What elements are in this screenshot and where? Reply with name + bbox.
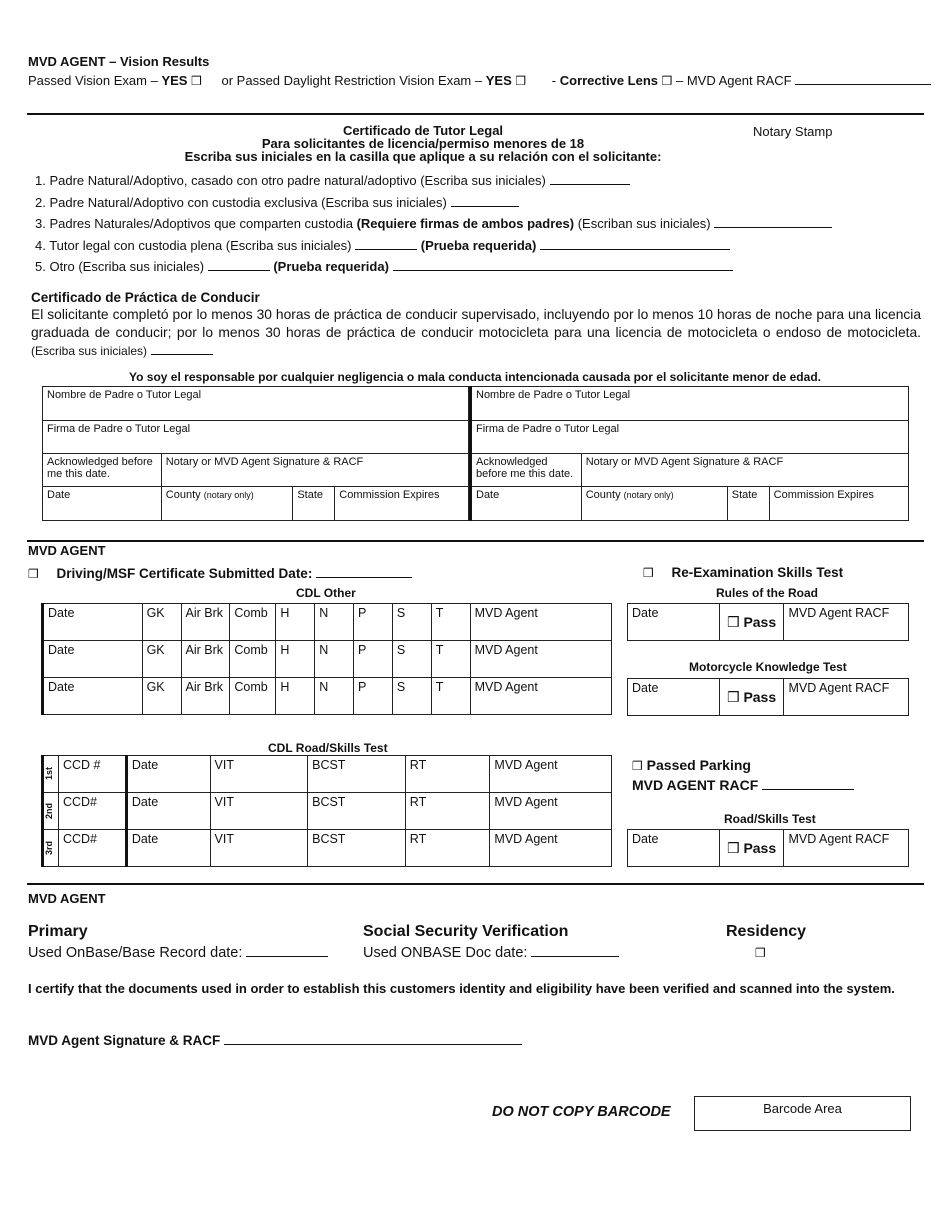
date-field[interactable] — [246, 944, 328, 957]
cdl-other-cell[interactable]: MVD Agent — [470, 641, 611, 678]
cdl-road-cell[interactable]: MVD Agent — [490, 793, 612, 830]
cdl-other-title: CDL Other — [296, 586, 356, 600]
cdl-other-cell[interactable]: Air Brk — [181, 678, 230, 715]
date-field[interactable] — [531, 944, 619, 957]
checkbox-icon[interactable]: ❒ — [632, 759, 643, 773]
cdl-other-cell[interactable]: P — [354, 678, 393, 715]
date-field[interactable]: Date — [628, 679, 720, 716]
cdl-other-cell[interactable]: Air Brk — [181, 641, 230, 678]
responsible-statement: Yo soy el responsable por cualquier negligencia o mala conducta intencionada causada por el solicitante menor de edad. — [129, 370, 821, 384]
test-row — [628, 604, 909, 641]
initials-field[interactable] — [151, 342, 213, 355]
cdl-road-cell[interactable]: VIT — [210, 830, 308, 867]
pass-label: Pass — [743, 839, 777, 856]
commission-field[interactable]: Commission Expires — [769, 487, 908, 521]
guardian-item-4: 4. Tutor legal con custodia plena (Escriba sus iniciales) (Prueba requerida) — [35, 237, 730, 253]
cdl-other-cell[interactable]: Comb — [230, 678, 276, 715]
checkbox-icon[interactable]: ❒ — [515, 74, 527, 88]
date-field[interactable] — [316, 565, 412, 578]
signature-table-right — [469, 386, 909, 521]
initials-field[interactable] — [550, 172, 630, 185]
cdl-road-cell[interactable]: RT — [405, 756, 490, 793]
cdl-other-row — [43, 604, 612, 641]
cdl-other-cell[interactable]: GK — [142, 678, 181, 715]
cdl-other-cell[interactable]: P — [354, 641, 393, 678]
cdl-road-title: CDL Road/Skills Test — [268, 741, 388, 755]
cdl-road-cell[interactable]: VIT — [210, 793, 308, 830]
date-field[interactable]: Date — [43, 487, 162, 521]
cdl-road-cell[interactable]: Date — [126, 756, 210, 793]
parent-signature-field[interactable]: Firma de Padre o Tutor Legal — [471, 421, 909, 454]
divider — [27, 540, 924, 542]
cdl-road-row — [43, 830, 612, 867]
cdl-other-cell[interactable]: Date — [43, 678, 143, 715]
guardian-title: Certificado de Tutor Legal Para solicitantes de licencia/permiso menores de 18 Escriba sus iniciales en la casilla que aplique a su relación con el solicitante: — [184, 123, 662, 164]
test-row — [628, 830, 909, 867]
test-row — [628, 679, 909, 716]
cdl-road-cell[interactable]: RT — [405, 830, 490, 867]
cdl-other-cell[interactable]: MVD Agent — [470, 604, 611, 641]
notary-signature-field[interactable]: Notary or MVD Agent Signature & RACF — [161, 454, 468, 487]
cdl-road-cell[interactable]: Date — [126, 793, 210, 830]
checkbox-icon[interactable]: ❒ — [726, 839, 740, 856]
parent-name-field[interactable]: Nombre de Padre o Tutor Legal — [471, 387, 909, 421]
cdl-other-cell[interactable]: S — [392, 678, 431, 715]
cdl-other-cell[interactable]: MVD Agent — [470, 678, 611, 715]
guardian-item-2: 2. Padre Natural/Adoptivo con custodia exclusiva (Escriba sus iniciales) — [35, 194, 519, 210]
cdl-road-cell[interactable]: VIT — [210, 756, 308, 793]
cdl-other-cell[interactable]: GK — [142, 641, 181, 678]
cdl-road-cell[interactable]: BCST — [308, 793, 406, 830]
initials-field[interactable] — [714, 215, 832, 228]
ssv-title: Social Security Verification — [363, 923, 569, 940]
cdl-other-cell[interactable]: Air Brk — [181, 604, 230, 641]
primary-title: Primary — [28, 923, 88, 940]
cdl-road-cell[interactable]: MVD Agent — [490, 830, 612, 867]
cdl-other-cell[interactable]: H — [276, 641, 315, 678]
parent-name-field[interactable]: Nombre de Padre o Tutor Legal — [43, 387, 469, 421]
checkbox-icon[interactable]: ❒ — [755, 946, 766, 960]
initials-field[interactable] — [355, 237, 417, 250]
agent-racf-field[interactable]: MVD Agent RACF — [784, 604, 909, 641]
ordinal-label: 1st — [44, 767, 54, 781]
racf-field[interactable] — [795, 72, 931, 85]
cdl-road-cell[interactable]: BCST — [308, 756, 406, 793]
barcode-area: Barcode Area — [694, 1096, 911, 1131]
pass-checkbox[interactable] — [719, 604, 784, 641]
cdl-other-row — [43, 678, 612, 715]
state-field[interactable]: State — [293, 487, 335, 521]
cdl-road-cell[interactable]: MVD Agent — [490, 756, 612, 793]
cdl-road-cell[interactable]: RT — [405, 793, 490, 830]
cdl-other-cell[interactable]: N — [315, 641, 354, 678]
cdl-other-cell[interactable]: T — [431, 641, 470, 678]
notary-signature-field[interactable]: Notary or MVD Agent Signature & RACF — [581, 454, 908, 487]
cdl-other-cell[interactable]: S — [392, 604, 431, 641]
vision-heading: MVD AGENT – Vision Results — [28, 54, 210, 69]
cdl-other-table — [41, 603, 612, 715]
date-field[interactable]: Date — [628, 604, 720, 641]
do-not-copy: DO NOT COPY BARCODE — [492, 1104, 671, 1120]
cdl-road-cell[interactable]: BCST — [308, 830, 406, 867]
cdl-other-row — [43, 641, 612, 678]
rules-road-title: Rules of the Road — [716, 586, 819, 600]
proof-field[interactable] — [540, 237, 730, 250]
date-field[interactable]: Date — [628, 830, 720, 867]
moto-knowledge-title: Motorcycle Knowledge Test — [689, 660, 847, 674]
divider — [27, 883, 924, 885]
date-field[interactable]: Date — [471, 487, 582, 521]
agent-heading: MVD AGENT — [28, 891, 106, 906]
pass-label: Pass — [743, 613, 777, 630]
cdl-other-cell[interactable]: H — [276, 678, 315, 715]
vision-line: Passed Vision Exam – YES ❒ or Passed Daylight Restriction Vision Exam – YES ❒ - Corrective Lens ❒ – MVD Agent RACF — [28, 72, 931, 88]
agent-racf-field[interactable]: MVD Agent RACF — [784, 830, 909, 867]
ack-label: Acknowledged before me this date. — [471, 454, 582, 487]
proof-field[interactable] — [393, 258, 733, 271]
cdl-other-cell[interactable]: N — [315, 604, 354, 641]
road-skills-table — [627, 829, 909, 867]
cdl-other-cell[interactable]: GK — [142, 604, 181, 641]
cdl-other-cell[interactable]: S — [392, 641, 431, 678]
cdl-other-cell[interactable]: Date — [43, 641, 143, 678]
ordinal-label: 3rd — [44, 840, 54, 855]
moto-knowledge-table — [627, 678, 909, 716]
agent-heading: MVD AGENT — [28, 543, 106, 558]
rules-road-table — [627, 603, 909, 641]
reexam-line: ❒ Re-Examination Skills Test — [643, 565, 844, 580]
signature-table-left — [42, 386, 469, 521]
guardian-item-5: 5. Otro (Escriba sus iniciales) (Prueba requerida) — [35, 258, 733, 274]
cdl-road-row — [43, 793, 612, 830]
pass-checkbox[interactable] — [719, 679, 784, 716]
cdl-other-cell[interactable]: P — [354, 604, 393, 641]
checkbox-icon[interactable]: ❒ — [726, 688, 740, 705]
cdl-other-cell[interactable]: N — [315, 678, 354, 715]
primary-line: Used OnBase/Base Record date: — [28, 944, 328, 961]
state-field[interactable]: State — [727, 487, 769, 521]
guardian-item-3: 3. Padres Naturales/Adoptivos que comparten custodia (Requiere firmas de ambos padres) (Escriban sus iniciales) — [35, 215, 832, 231]
cdl-other-cell[interactable]: T — [431, 678, 470, 715]
cdl-road-row — [43, 756, 612, 793]
ccd-field[interactable]: CCD# — [58, 793, 126, 830]
guardian-item-1: 1. Padre Natural/Adoptivo, casado con otro padre natural/adoptivo (Escriba sus iniciales) — [35, 172, 630, 188]
county-field[interactable]: County (notary only) — [581, 487, 727, 521]
driving-msf-line: ❒ Driving/MSF Certificate Submitted Date: — [28, 565, 412, 581]
initials-field[interactable] — [208, 258, 270, 271]
checkbox-icon[interactable]: ❒ — [726, 613, 740, 630]
divider — [27, 113, 924, 115]
checkbox-icon[interactable]: ❒ — [191, 74, 202, 88]
checkbox-icon[interactable]: ❒ — [661, 74, 673, 88]
commission-field[interactable]: Commission Expires — [335, 487, 469, 521]
road-skills-title: Road/Skills Test — [724, 812, 816, 826]
ccd-field[interactable]: CCD # — [58, 756, 126, 793]
passed-parking: ❒ Passed Parking MVD AGENT RACF — [632, 756, 854, 795]
pass-label: Pass — [743, 688, 777, 705]
notary-stamp: Notary Stamp — [753, 124, 833, 139]
ordinal-label: 2nd — [44, 802, 54, 819]
certify-statement: I certify that the documents used in order to establish this customers identity and eligibility have been verified and scanned into the system. — [28, 981, 895, 996]
residency-title: Residency — [726, 923, 807, 940]
cdl-other-cell[interactable]: Comb — [230, 604, 276, 641]
cdl-other-cell[interactable]: T — [431, 604, 470, 641]
county-field[interactable]: County (notary only) — [161, 487, 293, 521]
cdl-other-cell[interactable]: H — [276, 604, 315, 641]
checkbox-icon[interactable]: ❒ — [28, 567, 39, 581]
ccd-field[interactable]: CCD# — [58, 830, 126, 867]
cdl-road-table — [41, 755, 612, 867]
initials-field[interactable] — [451, 194, 519, 207]
pass-checkbox[interactable] — [719, 830, 784, 867]
agent-racf-field[interactable]: MVD Agent RACF — [784, 679, 909, 716]
cdl-other-cell[interactable]: Date — [43, 604, 143, 641]
ack-label: Acknowledged before me this date. — [43, 454, 162, 487]
parent-signature-field[interactable]: Firma de Padre o Tutor Legal — [43, 421, 469, 454]
agent-signature-line: MVD Agent Signature & RACF — [28, 1032, 522, 1048]
racf-field[interactable] — [762, 777, 854, 790]
ssv-line: Used ONBASE Doc date: — [363, 944, 619, 961]
practice-body: El solicitante completó por lo menos 30 horas de práctica de conducir supervisado, incluyendo por lo menos 10 horas de noche para una licencia graduada de conducir; por lo menos 30 horas de práctica de conducir motocicleta para una licencia de motocicleta o endoso de motocicleta. (Escriba sus iniciales) — [31, 307, 921, 358]
cdl-road-cell[interactable]: Date — [126, 830, 210, 867]
practice-title: Certificado de Práctica de Conducir — [31, 290, 260, 305]
signature-field[interactable] — [224, 1032, 522, 1045]
cdl-other-cell[interactable]: Comb — [230, 641, 276, 678]
checkbox-icon[interactable]: ❒ — [643, 566, 654, 580]
